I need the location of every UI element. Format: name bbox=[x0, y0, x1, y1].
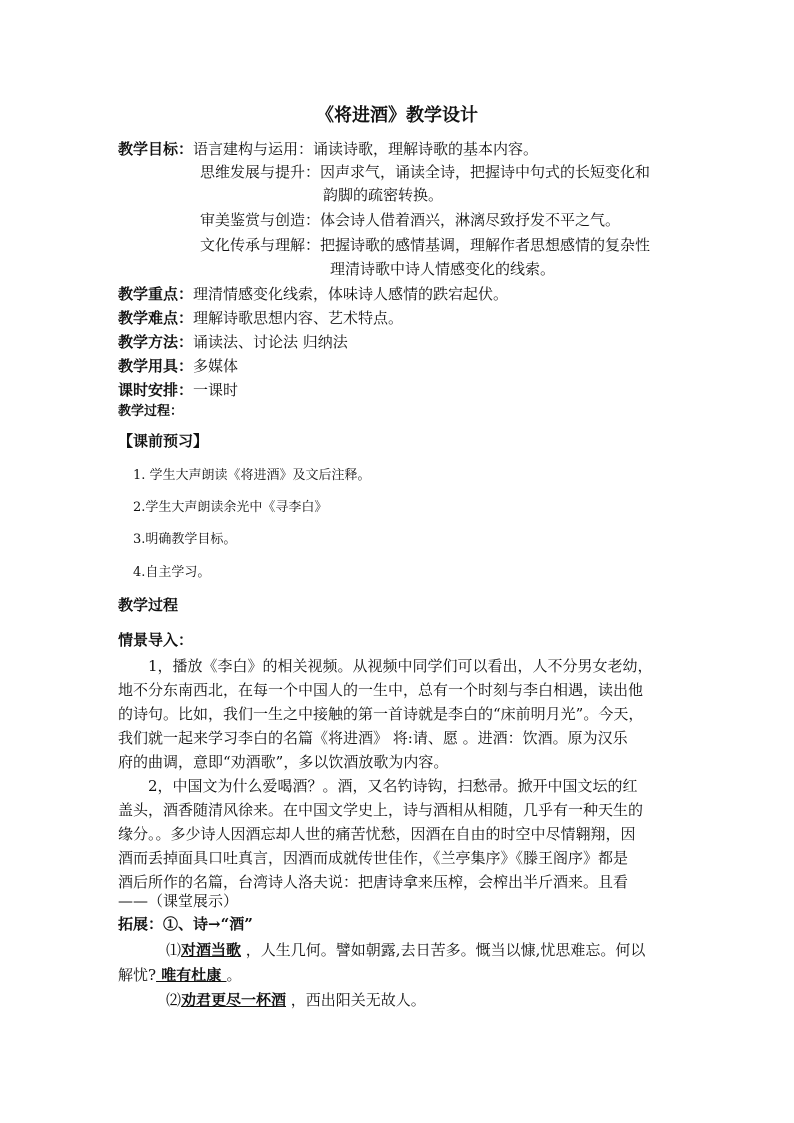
preview-item: 3.明确教学目标。 bbox=[133, 532, 237, 547]
quote-1-text-2: 解忧? bbox=[118, 966, 157, 984]
process-label: 教学过程： bbox=[118, 404, 184, 419]
schedule-row bbox=[118, 380, 238, 400]
focus-text: 理清情感变化线索，体味诗人感情的跌宕起伏。 bbox=[193, 285, 509, 303]
method-text: 诵读法、讨论法 归纳法 bbox=[193, 333, 348, 351]
goals-line-5: 文化传承与理解：把握诗歌的感情基调，理解作者思想感情的复杂性 bbox=[200, 236, 651, 254]
quote-1-blank-1: 对酒当歌 bbox=[181, 941, 242, 959]
expand-sub: ①、诗→“酒” bbox=[163, 915, 253, 933]
intro-p1-line: 地不分东南西北，在每一个中国人的一生中，总有一个时刻与李白相遇，读出他 bbox=[118, 681, 644, 699]
quote-1-text: ，人生几何。譬如朝露,去日苦多。慨当以慷,忧思难忘。何以 bbox=[241, 941, 646, 959]
preview-heading: 【课前预习】 bbox=[118, 432, 209, 450]
goals-line-3: 韵脚的疏密转换。 bbox=[323, 186, 444, 204]
intro-p1-line: 府的曲调，意即“劝酒歌”，多以饮酒放歌为内容。 bbox=[118, 753, 449, 771]
goals-row-1 bbox=[118, 139, 538, 159]
quote-1-blank-2: 唯有杜康 bbox=[156, 966, 227, 984]
preview-item: 2.学生大声朗读余光中《寻李白》 bbox=[133, 500, 328, 515]
schedule-label: 课时安排： bbox=[118, 381, 194, 399]
quote-1-number: ⑴ bbox=[166, 941, 182, 959]
intro-p2-line: 缘分。。多少诗人因酒忘却人世的痛苦忧愁，因酒在自由的时空中尽情翱翔，因 bbox=[118, 825, 636, 843]
method-row bbox=[118, 332, 348, 352]
quote-2-text: ，西出阳关无故人。 bbox=[286, 991, 426, 1009]
quote-2-number: ⑵ bbox=[166, 991, 182, 1009]
preview-item: 4.自主学习。 bbox=[133, 565, 211, 580]
tools-label: 教学用具： bbox=[118, 357, 194, 375]
goals-line-2: 思维发展与提升：因声求气，诵读全诗，把握诗中句式的长短变化和 bbox=[200, 163, 651, 181]
intro-p2-line: 酒而丢掉面具口吐真言，因酒而成就传世佳作，《兰亭集序》《滕王阁序》都是 bbox=[118, 849, 629, 867]
intro-p1-line: 我们就一起来学习李白的名篇《将进酒》 将:请、愿 。进酒：饮酒。原为汉乐 bbox=[118, 729, 628, 747]
goals-line-6: 理清诗歌中诗人情感变化的线索。 bbox=[330, 260, 556, 278]
difficulty-row bbox=[118, 308, 403, 328]
goals-line-4: 审美鉴赏与创造：体会诗人借着酒兴，淋漓尽致抒发不平之气。 bbox=[200, 211, 621, 229]
focus-label: 教学重点： bbox=[118, 285, 194, 303]
preview-item: 1. 学生大声朗读《将进酒》及文后注释。 bbox=[133, 468, 371, 483]
intro-p2-line: 酒后所作的名篇，台湾诗人洛夫说：把唐诗拿来压榨，会榨出半斤酒来。且看 bbox=[118, 873, 629, 891]
quote-1-line-1 bbox=[166, 940, 645, 960]
method-label: 教学方法： bbox=[118, 333, 194, 351]
difficulty-text: 理解诗歌思想内容、艺术特点。 bbox=[193, 309, 404, 327]
process-heading: 教学过程 bbox=[118, 596, 179, 614]
expand-label: 拓展： bbox=[118, 915, 164, 933]
tools-text: 多媒体 bbox=[193, 357, 239, 375]
quote-2-blank: 劝君更尽一杯酒 bbox=[181, 991, 287, 1009]
intro-p1-line: 1，播放《李白》的相关视频。从视频中同学们可以看出，人不分男女老幼， bbox=[148, 657, 653, 675]
difficulty-label: 教学难点： bbox=[118, 309, 194, 327]
intro-p2-line: ——（课堂展示） bbox=[118, 892, 239, 910]
intro-p2-line: 2，中国文为什么爱喝酒？。酒，又名钓诗钩，扫愁帚。掀开中国文坛的红 bbox=[148, 777, 638, 795]
intro-p1-line: 的诗句。比如，我们一生之中接触的第一首诗就是李白的“床前明月光”。今天， bbox=[118, 705, 644, 723]
goals-label: 教学目标： bbox=[118, 140, 194, 158]
tools-row bbox=[118, 356, 238, 376]
schedule-text: 一课时 bbox=[193, 381, 239, 399]
quote-1-end: 。 bbox=[226, 966, 242, 984]
quote-1-line-2 bbox=[118, 965, 242, 985]
quote-2-line bbox=[166, 990, 426, 1010]
intro-p2-line: 盖头，酒香随清风徐来。在中国文学史上，诗与酒相从相随，几乎有一种天生的 bbox=[118, 801, 644, 819]
page-title: 《将进酒》教学设计 bbox=[316, 105, 478, 126]
focus-row bbox=[118, 284, 508, 304]
intro-heading: 情景导入： bbox=[118, 631, 194, 649]
expand-row bbox=[118, 914, 253, 934]
goals-line-1: 语言建构与运用：诵读诗歌，理解诗歌的基本内容。 bbox=[193, 140, 539, 158]
